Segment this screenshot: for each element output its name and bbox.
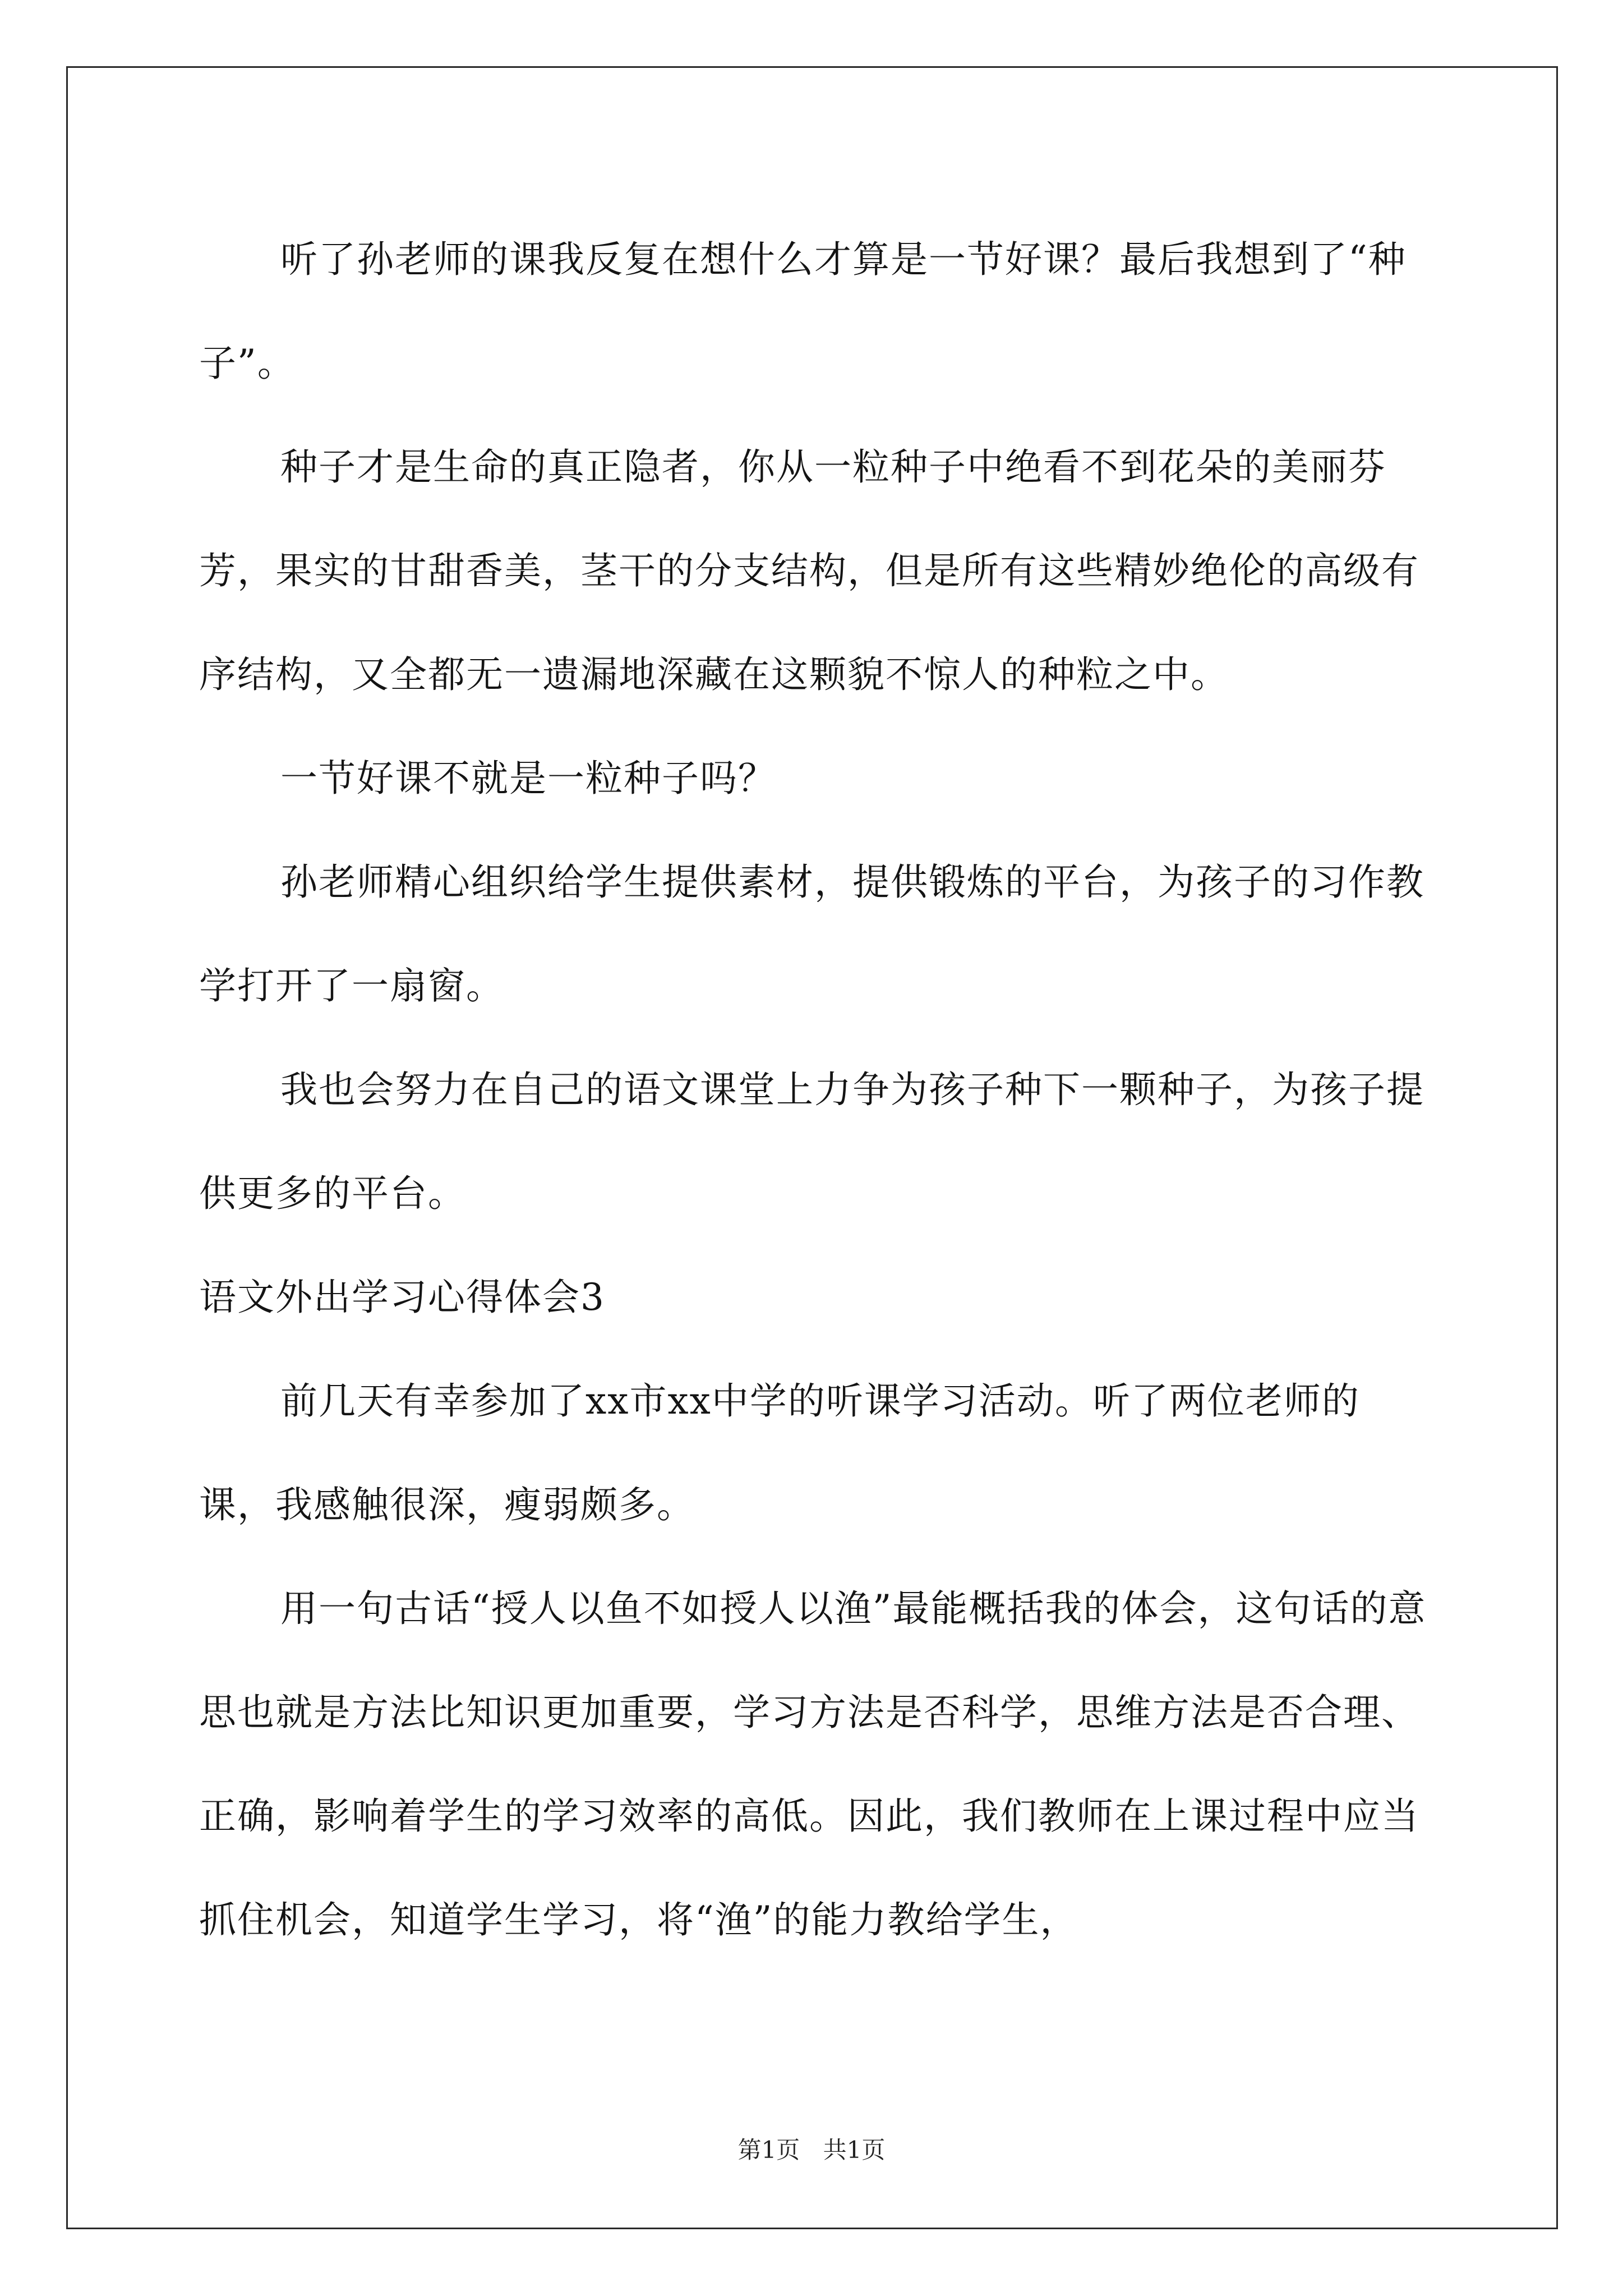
paragraph: 我也会努力在自己的语文课堂上力争为孩子种下一颗种子，为孩子提供更多的平台。 <box>199 1068 1424 1215</box>
paragraph: 孙老师精心组织给学生提供素材，提供锻炼的平台，为孩子的习作教学打开了一扇窗。 <box>199 861 1424 1007</box>
page-footer <box>0 2132 1623 2165</box>
document-body <box>199 208 1433 1972</box>
paragraph: 前几天有幸参加了xx市xx中学的听课学习活动。听了两位老师的课，我感触很深，瘦弱颇多。 <box>199 1379 1360 1526</box>
paragraph: 种子才是生命的真正隐者，你从一粒种子中绝看不到花朵的美丽芬芳，果实的甘甜香美，茎干的分支结构，但是所有这些精妙绝伦的高级有序结构，又全都无一遗漏地深藏在这颗貌不惊人的种粒之中。 <box>199 445 1419 696</box>
section-title: 语文外出学习心得体会3 <box>199 1276 605 1319</box>
page-total: 共1页 <box>823 2136 886 2164</box>
page-number: 第1页 <box>737 2136 800 2164</box>
paragraph: 用一句古话“授人以鱼不如授人以渔”最能概括我的体会，这句话的意思也就是方法比知识更加重要，学习方法是否科学，思维方法是否合理、正确，影响着学生的学习效率的高低。因此，我们教师在上课过程中应当抓住机会，知道学生学习，将“渔”的能力教给学生， <box>199 1587 1427 1941</box>
paragraph: 一节好课不就是一粒种子吗？ <box>280 757 776 800</box>
paragraph: 听了孙老师的课我反复在想什么才算是一节好课？最后我想到了“种子”。 <box>199 238 1407 385</box>
